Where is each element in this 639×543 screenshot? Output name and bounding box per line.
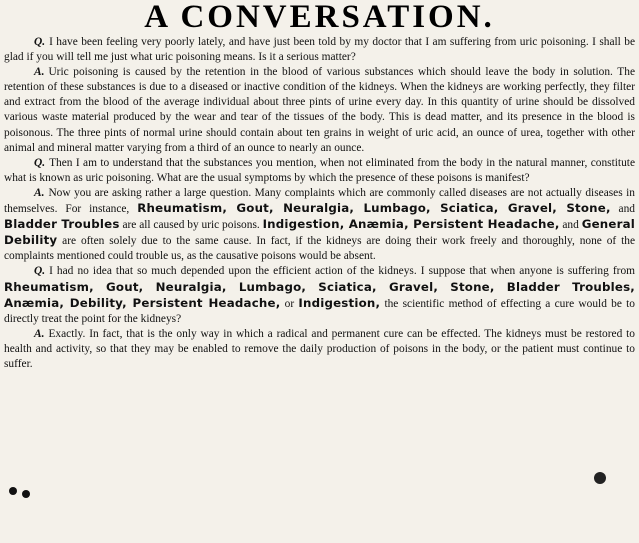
ailment-list: Rheumatism, Gout, Neuralgia, Lumbago, Sciatica, Gravel, Stone, xyxy=(137,201,611,216)
ink-blot xyxy=(9,487,17,495)
body-text: Now you are asking rather a large question. Many complaints which are commonly called diseases are not actually diseases in themselves. For instance, xyxy=(4,186,635,216)
body-text: Uric poisoning is caused by the retention in the blood of various substances which should leave the body in solution. The retention of these substances is due to a diseased or inactive condition of the kidneys. When the kidneys are working perfectly, they filter and extract from the blood of the average individual about three pints of urine every day. In this quantity of urine should be dissolved various waste material produced by the wear and tear of the tissues of the body. This is dead matter, and its presence in the blood is poisonous. The three pints of normal urine should contain about ten grains in weight of uric acid, an ounce of urea, together with other animal and mineral matter varying from a third of an ounce to nearly an ounce. xyxy=(4,66,635,154)
body-text: or xyxy=(280,297,299,310)
body-text: I have been feeling very poorly lately, and have just been told by my doctor that I am suffering from uric poisoning. I shall be glad if you will tell me just what uric poisoning means. Is it a serious matter? xyxy=(4,36,635,64)
body-text: I had no idea that so much depended upon the efficient action of the kidneys. I suppose that when anyone is suffering from xyxy=(49,265,635,278)
ink-blot xyxy=(22,490,30,498)
body-text: and xyxy=(559,219,582,232)
ink-blot xyxy=(594,472,606,484)
body-text: Exactly. In fact, that is the only way in which a radical and permanent cure can be effected. The kidneys must be restored to health and activity, so that they may be enabled to remove the daily production of poisons in the body, or the patient must continue to suffer. xyxy=(4,327,635,370)
article-body xyxy=(4,35,635,372)
paragraph-3 xyxy=(4,156,635,186)
speaker-label: Q. xyxy=(34,36,46,48)
speaker-label: A. xyxy=(34,66,45,79)
paragraph-4 xyxy=(4,186,635,264)
body-text: are all caused by uric poisons. xyxy=(119,219,263,232)
body-text: are often solely due to the same cause. In fact, if the kidneys are doing their work freely and thoroughly, none of the complaints mentioned could trouble us, as the causative poisons would be absent. xyxy=(4,235,635,263)
ailment-list: Indigestion, Anæmia, Persistent Headache, xyxy=(262,217,560,232)
article-title: A CONVERSATION. xyxy=(144,0,495,35)
paragraph-6 xyxy=(4,327,635,372)
ailment-list: General Debility xyxy=(4,217,635,248)
ailment-list: Indigestion, xyxy=(298,295,381,310)
speaker-label: Q. xyxy=(34,156,46,169)
ailment-list: Bladder Troubles xyxy=(4,217,120,232)
paragraph-1 xyxy=(4,35,635,65)
paragraph-5 xyxy=(4,264,635,326)
body-text: Then I am to understand that the substances you mention, when not eliminated from the body in the natural manner, constitute what is known as uric poisoning. What are the usual symptoms by which the presence of these poisons is manifest? xyxy=(4,156,635,184)
body-text: and xyxy=(610,203,636,216)
speaker-label: A. xyxy=(34,327,45,340)
speaker-label: Q. xyxy=(34,265,46,278)
paragraph-2 xyxy=(4,65,635,156)
ailment-list: Rheumatism, Gout, Neuralgia, Lumbago, Sciatica, Gravel, Stone, Bladder Troubles, Anæmia, Debility, Persistent Headache, xyxy=(4,279,635,310)
speaker-label: A. xyxy=(34,186,45,199)
body-text: the scientific method of effecting a cure would be to directly treat the point for the kidneys? xyxy=(4,297,635,325)
